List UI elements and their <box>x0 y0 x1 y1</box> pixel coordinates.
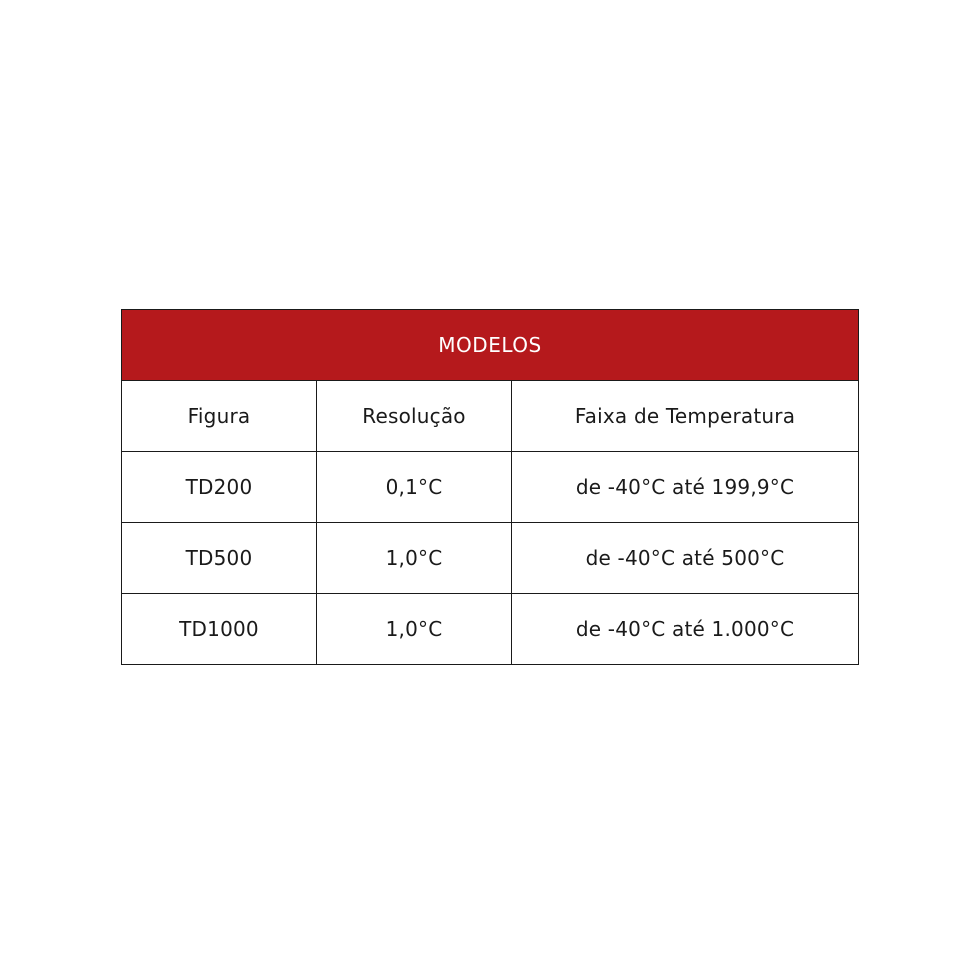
cell-figura: TD500 <box>122 523 317 594</box>
cell-faixa: de -40°C até 199,9°C <box>512 452 859 523</box>
cell-resolucao: 0,1°C <box>317 452 512 523</box>
cell-resolucao: 1,0°C <box>317 594 512 665</box>
table-row <box>122 523 859 594</box>
table-header-row <box>122 381 859 452</box>
column-header-figura: Figura <box>122 381 317 452</box>
cell-faixa: de -40°C até 500°C <box>512 523 859 594</box>
table-title: MODELOS <box>122 310 859 381</box>
table-row <box>122 594 859 665</box>
table-title-row <box>122 310 859 381</box>
models-table <box>121 309 859 665</box>
cell-faixa: de -40°C até 1.000°C <box>512 594 859 665</box>
table-row <box>122 452 859 523</box>
cell-figura: TD1000 <box>122 594 317 665</box>
cell-figura: TD200 <box>122 452 317 523</box>
column-header-resolucao: Resolução <box>317 381 512 452</box>
cell-resolucao: 1,0°C <box>317 523 512 594</box>
column-header-faixa: Faixa de Temperatura <box>512 381 859 452</box>
